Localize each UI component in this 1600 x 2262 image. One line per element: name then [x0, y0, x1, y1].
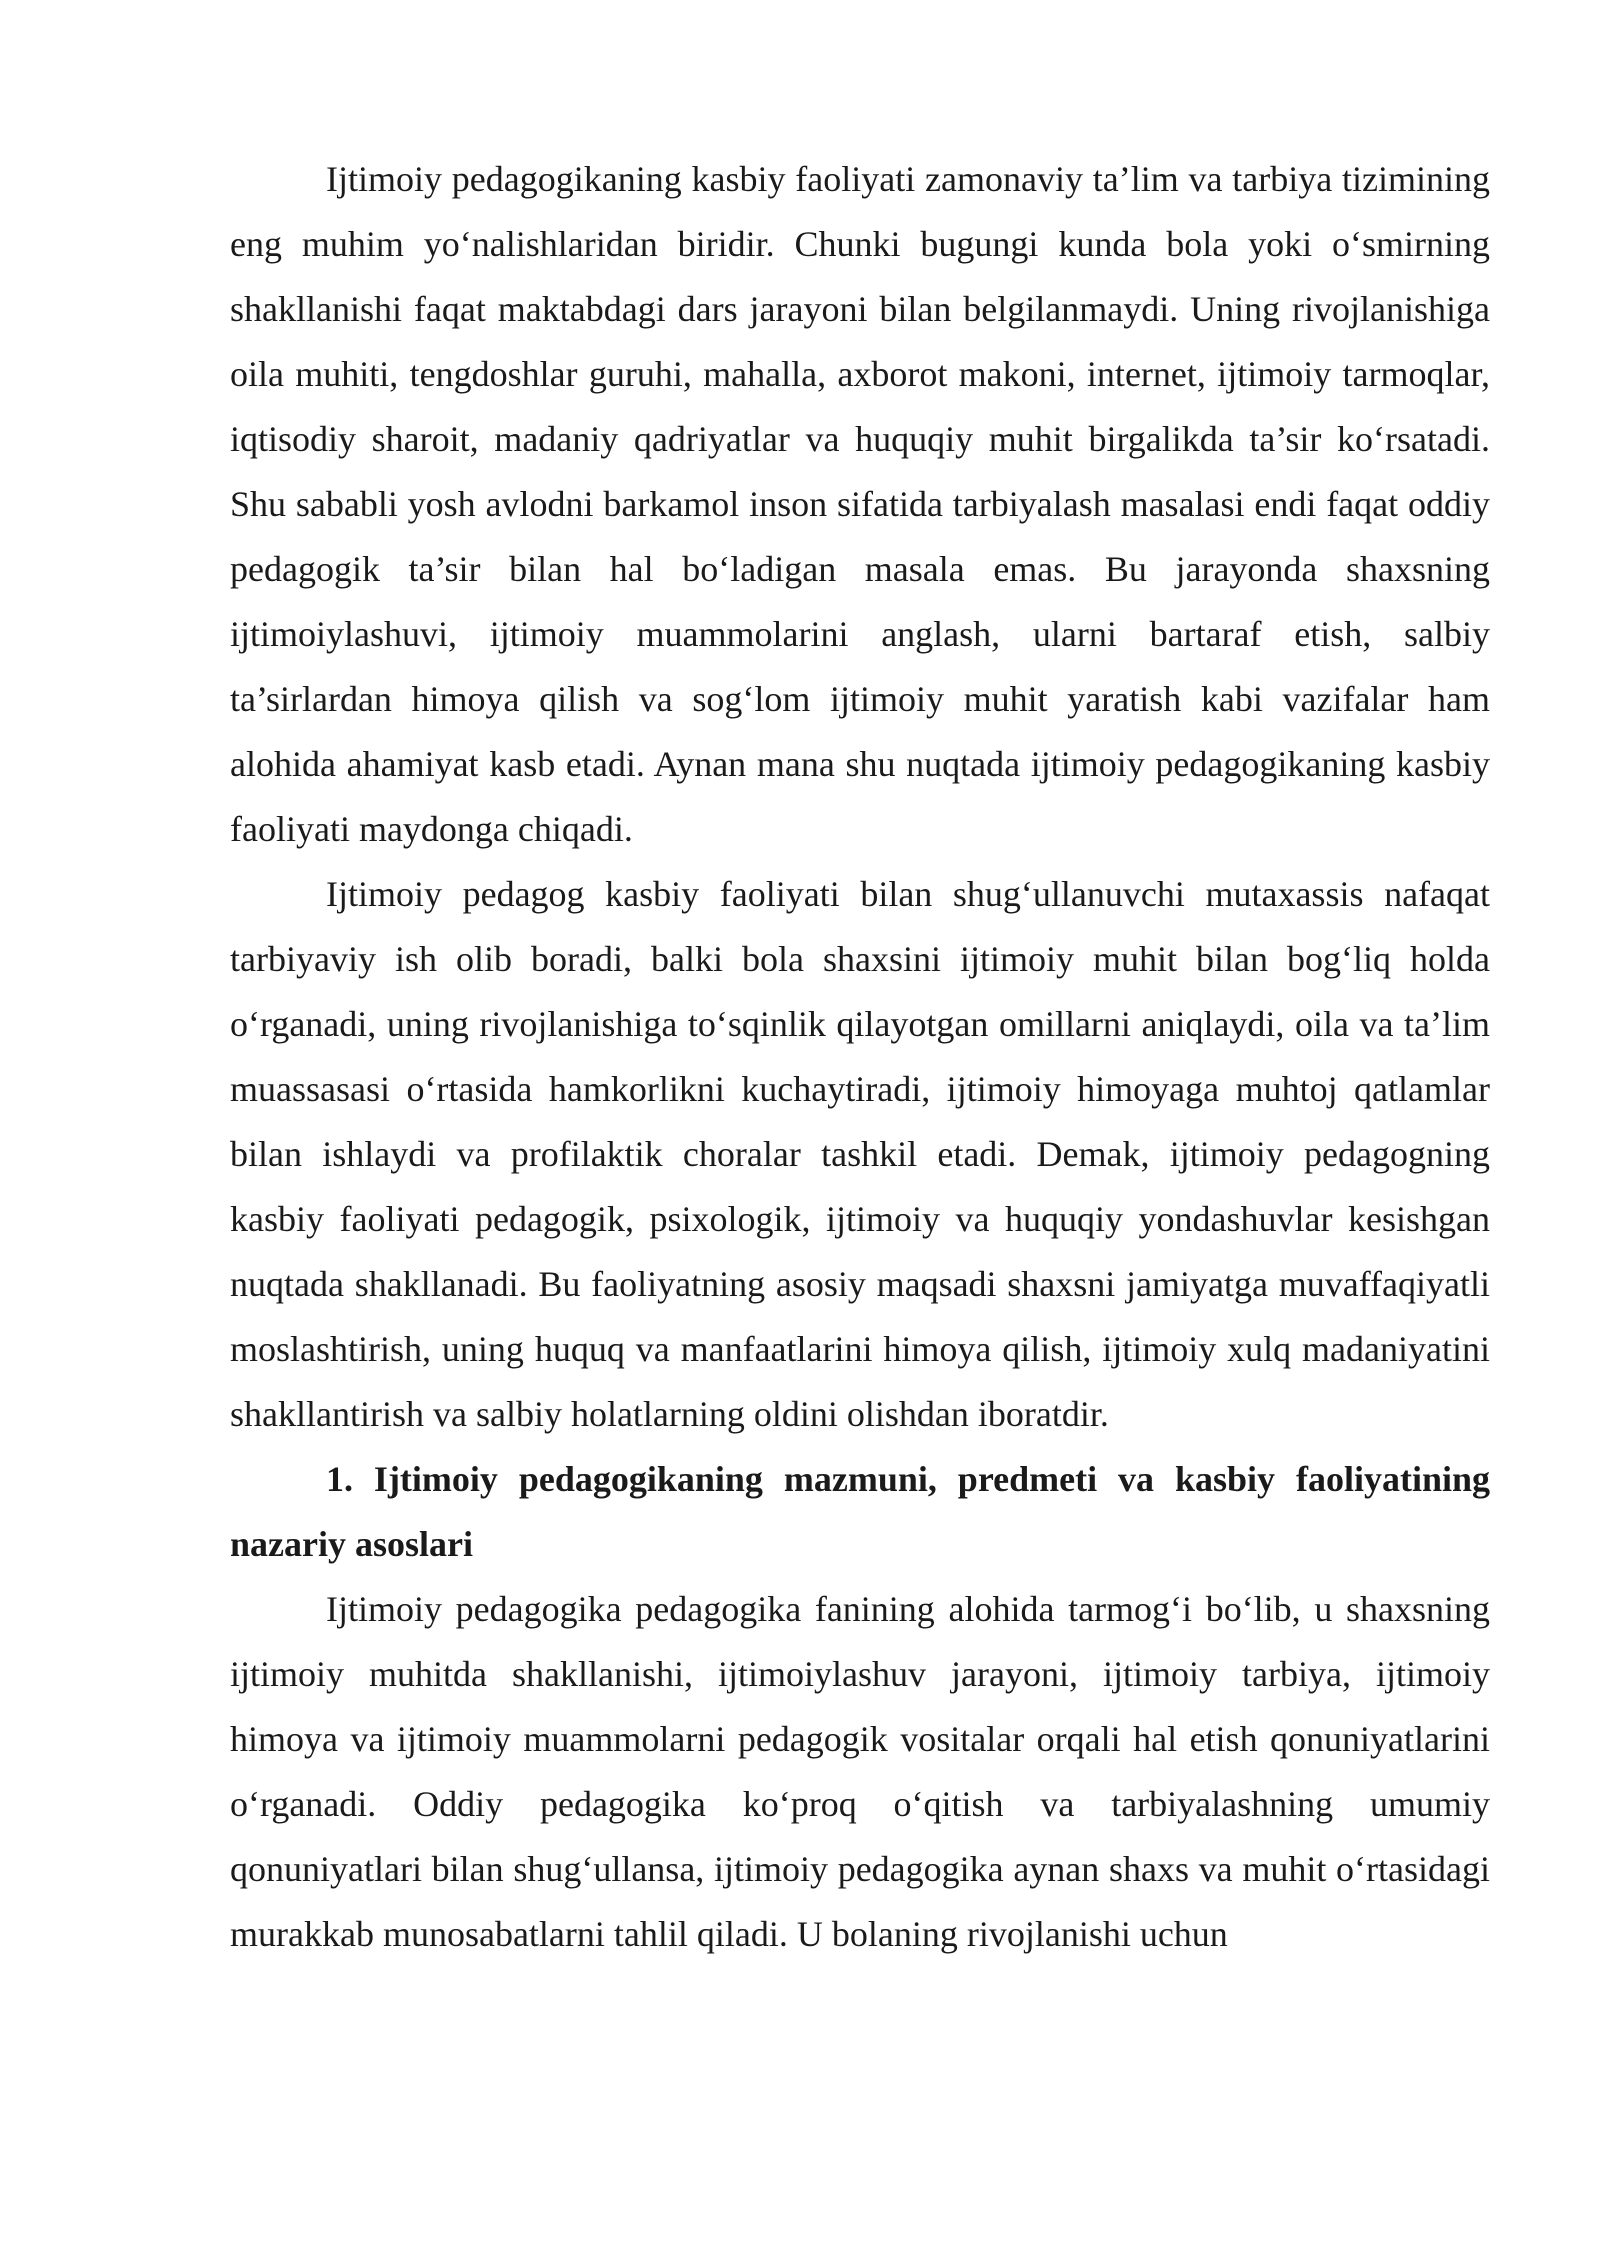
body-paragraph: Ijtimoiy pedagogika pedagogika fanining alohida tarmog‘i bo‘lib, u shaxsning ijtimoiy muhitda shakllanishi, ijtimoiylashuv jarayoni, ijtimoiy tarbiya, ijtimoiy himoya va ijtimoiy muammolarni pedagogik vositalar orqali hal etish qonuniyatlarini o‘rganadi. Oddiy pedagogika ko‘proq o‘qitish va tarbiyalashning umumiy qonuniyatlari bilan shug‘ullansa, ijtimoiy pedagogika aynan shaxs va muhit o‘rtasidagi murakkab munosabatlarni tahlil qiladi. U bolaning rivojlanishi uchun: [230, 1589, 1490, 1954]
body-paragraph: Ijtimoiy pedagog kasbiy faoliyati bilan shug‘ullanuvchi mutaxassis nafaqat tarbiyaviy ish olib boradi, balki bola shaxsini ijtimoiy muhit bilan bog‘liq holda o‘rganadi, uning rivojlanishiga to‘sqinlik qilayotgan omillarni aniqlaydi, oila va ta’lim muassasasi o‘rtasida hamkorlikni kuchaytiradi, ijtimoiy himoyaga muhtoj qatlamlar bilan ishlaydi va profilaktik choralar tashkil etadi. Demak, ijtimoiy pedagogning kasbiy faoliyati pedagogik, psixologik, ijtimoiy va huquqiy yondashuvlar kesishgan nuqtada shakllanadi. Bu faoliyatning asosiy maqsadi shaxsni jamiyatga muvaffaqiyatli moslashtirish, uning huquq va manfaatlarini himoya qilish, ijtimoiy xulq madaniyatini shakllantirish va salbiy holatlarning oldini olishdan iboratdir.: [230, 874, 1490, 1434]
body-paragraph: Ijtimoiy pedagogikaning kasbiy faoliyati zamonaviy ta’lim va tarbiya tizimining eng muhim yo‘nalishlaridan biridir. Chunki bugungi kunda bola yoki o‘smirning shakllanishi faqat maktabdagi dars jarayoni bilan belgilanmaydi. Uning rivojlanishiga oila muhiti, tengdoshlar guruhi, mahalla, axborot makoni, internet, ijtimoiy tarmoqlar, iqtisodiy sharoit, madaniy qadriyatlar va huquqiy muhit birgalikda ta’sir ko‘rsatadi. Shu sababli yosh avlodni barkamol inson sifatida tarbiyalash masalasi endi faqat oddiy pedagogik ta’sir bilan hal bo‘ladigan masala emas. Bu jarayonda shaxsning ijtimoiylashuvi, ijtimoiy muammolarini anglash, ularni bartaraf etish, salbiy ta’sirlardan himoya qilish va sog‘lom ijtimoiy muhit yaratish kabi vazifalar ham alohida ahamiyat kasb etadi. Aynan mana shu nuqtada ijtimoiy pedagogikaning kasbiy faoliyati maydonga chiqadi.: [230, 159, 1490, 849]
document-page: [230, 147, 1490, 1967]
section-heading: 1. Ijtimoiy pedagogikaning mazmuni, predmeti va kasbiy faoliyatining nazariy asoslari: [230, 1459, 1490, 1564]
